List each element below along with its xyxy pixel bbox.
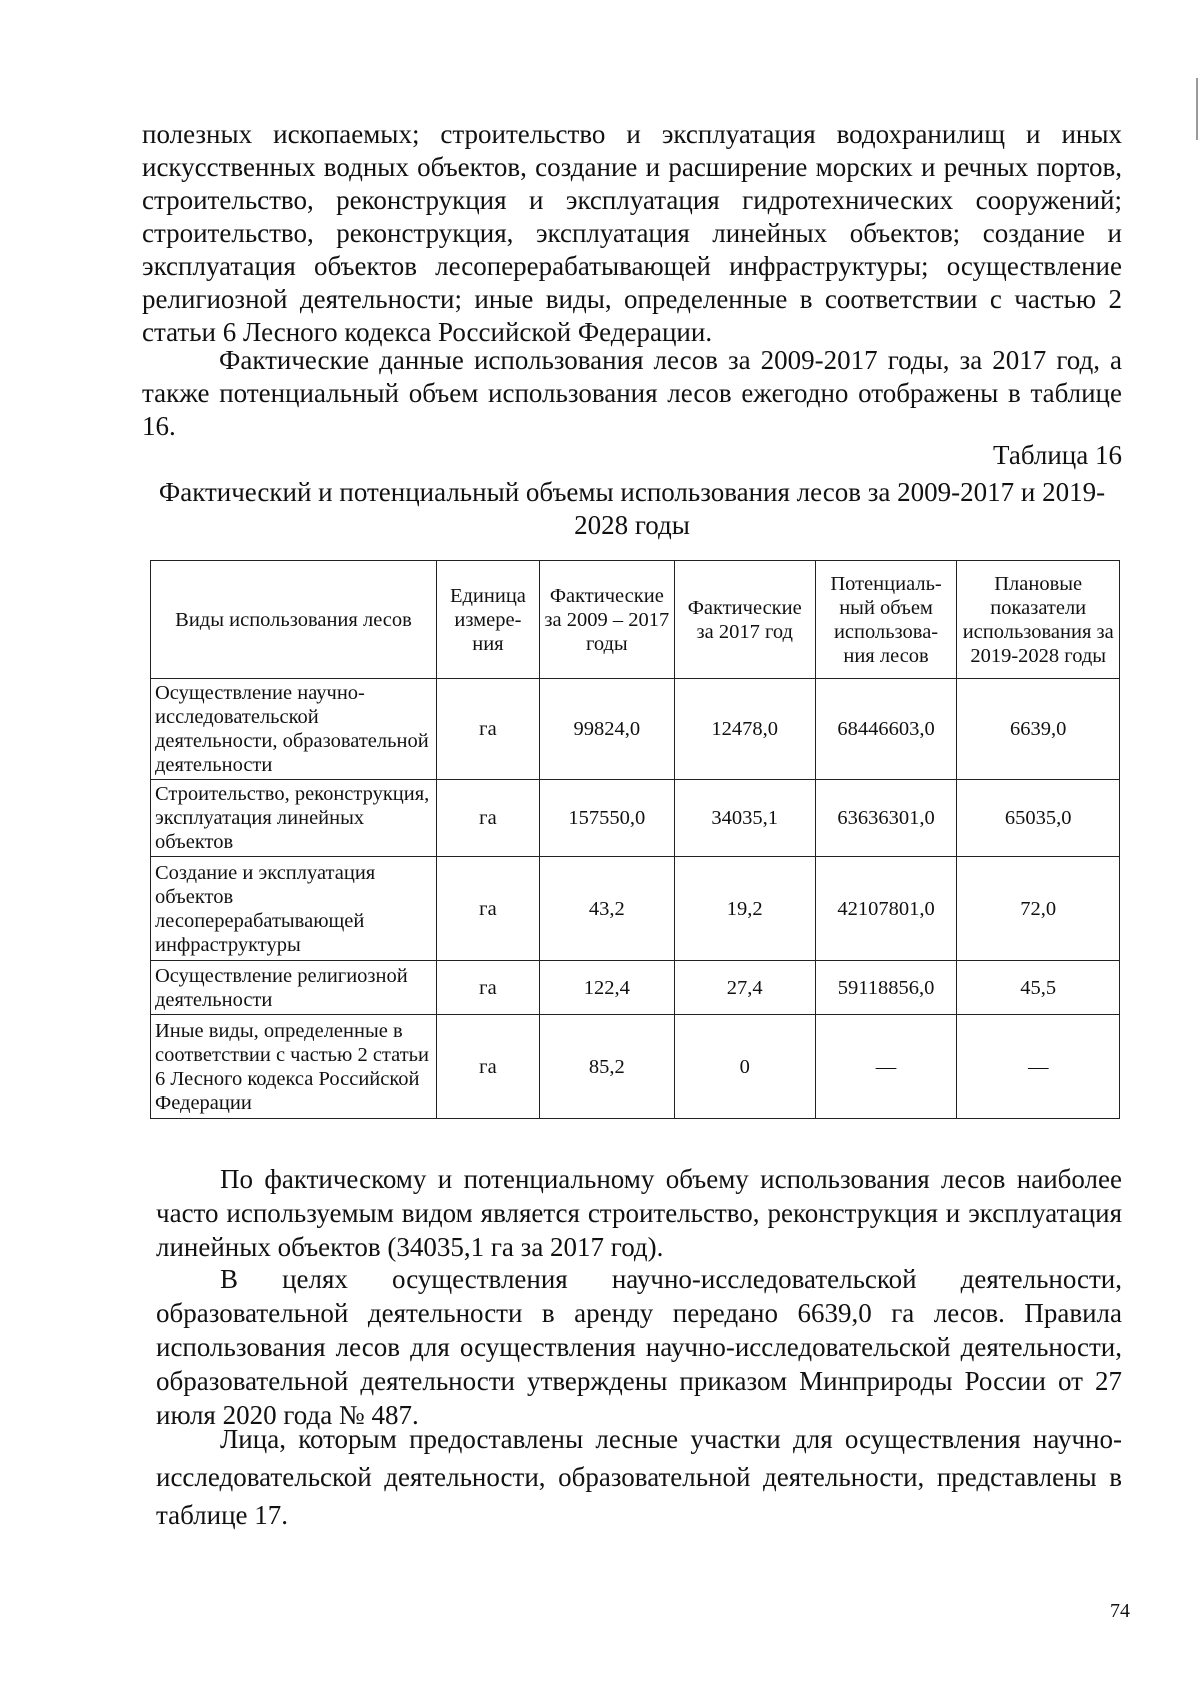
header-unit: Единица измере-ния: [436, 561, 539, 679]
table-label: Таблица 16: [993, 440, 1122, 470]
cell-potential-volume: 42107801,0: [815, 857, 957, 961]
header-usage-type: Виды использования лесов: [151, 561, 437, 679]
cell-actual-2009-2017: 157550,0: [539, 780, 674, 857]
header-planned-2019-2028: Плановые показатели использования за 2019-2028 годы: [957, 561, 1120, 679]
cell-planned: 65035,0: [957, 780, 1120, 857]
header-potential-volume: Потенциаль-ный объем использова-ния лесов: [815, 561, 957, 679]
cell-unit: га: [436, 857, 539, 961]
cell-actual-2017: 0: [674, 1015, 815, 1119]
cell-usage-type: Создание и эксплуатация объектов лесоперерабатывающей инфраструктуры: [151, 857, 437, 961]
paragraph-table-reference: Фактические данные использования лесов за 2009-2017 годы, за 2017 год, а также потенциальный объем использования лесов ежегодно отображены в таблице 16.: [142, 345, 1122, 441]
cell-planned: 72,0: [957, 857, 1120, 961]
cell-unit: га: [436, 1015, 539, 1119]
cell-unit: га: [436, 679, 539, 780]
cell-planned: —: [957, 1015, 1120, 1119]
cell-actual-2009-2017: 122,4: [539, 961, 674, 1015]
header-actual-2009-2017: Фактические за 2009 – 2017 годы: [539, 561, 674, 679]
table-row: [151, 679, 1120, 780]
paragraph-research-lease: В целях осуществления научно-исследовательской деятельности, образовательной деятельности в аренду передано 6639,0 га лесов. Правила использования лесов для осуществления научно-исследовательской деятельности, образовательной деятельности утверждены приказом Минприроды России от 27 июля 2020 года № 487.: [156, 1264, 1122, 1430]
cell-actual-2009-2017: 43,2: [539, 857, 674, 961]
cell-usage-type: Осуществление научно-исследовательской деятельности, образовательной деятельности: [151, 679, 437, 780]
scan-margin-mark: [1196, 78, 1198, 140]
table-row: [151, 1015, 1120, 1119]
cell-potential-volume: 63636301,0: [815, 780, 957, 857]
cell-actual-2009-2017: 85,2: [539, 1015, 674, 1119]
table-header-row: [151, 561, 1120, 679]
cell-usage-type: Осуществление религиозной деятельности: [151, 961, 437, 1015]
cell-potential-volume: 68446603,0: [815, 679, 957, 780]
paragraph-most-used: По фактическому и потенциальному объему использования лесов наиболее часто используемым видом является строительство, реконструкция и эксплуатация линейных объектов (34035,1 га за 2017 год).: [156, 1164, 1122, 1262]
cell-actual-2017: 12478,0: [674, 679, 815, 780]
table-row: [151, 857, 1120, 961]
page-number: 74: [1110, 1600, 1130, 1622]
cell-potential-volume: —: [815, 1015, 957, 1119]
table-caption: Фактический и потенциальный объемы использования лесов за 2009-2017 и 2019-2028 годы: [158, 477, 1106, 540]
paragraph-table17-reference: Лица, которым предоставлены лесные участки для осуществления научно-исследовательской деятельности, образовательной деятельности, представлены в таблице 17.: [156, 1424, 1122, 1530]
table-row: [151, 780, 1120, 857]
cell-planned: 45,5: [957, 961, 1120, 1015]
forest-usage-table: [150, 560, 1120, 1119]
cell-usage-type: Строительство, реконструкция, эксплуатация линейных объектов: [151, 780, 437, 857]
cell-potential-volume: 59118856,0: [815, 961, 957, 1015]
cell-unit: га: [436, 961, 539, 1015]
cell-usage-type: Иные виды, определенные в соответствии с частью 2 статьи 6 Лесного кодекса Российской Федерации: [151, 1015, 437, 1119]
table-row: [151, 961, 1120, 1015]
cell-actual-2009-2017: 99824,0: [539, 679, 674, 780]
cell-actual-2017: 19,2: [674, 857, 815, 961]
paragraph-intro: полезных ископаемых; строительство и эксплуатация водохранилищ и иных искусственных водных объектов, создание и расширение морских и речных портов, строительство, реконструкция и эксплуатация гидротехнических сооружений; строительство, реконструкция, эксплуатация линейных объектов; создание и эксплуатация объектов лесоперерабатывающей инфраструктуры; осуществление религиозной деятельности; иные виды, определенные в соответствии с частью 2 статьи 6 Лесного кодекса Российской Федерации.: [142, 119, 1122, 347]
cell-actual-2017: 27,4: [674, 961, 815, 1015]
cell-actual-2017: 34035,1: [674, 780, 815, 857]
cell-planned: 6639,0: [957, 679, 1120, 780]
header-actual-2017: Фактические за 2017 год: [674, 561, 815, 679]
cell-unit: га: [436, 780, 539, 857]
